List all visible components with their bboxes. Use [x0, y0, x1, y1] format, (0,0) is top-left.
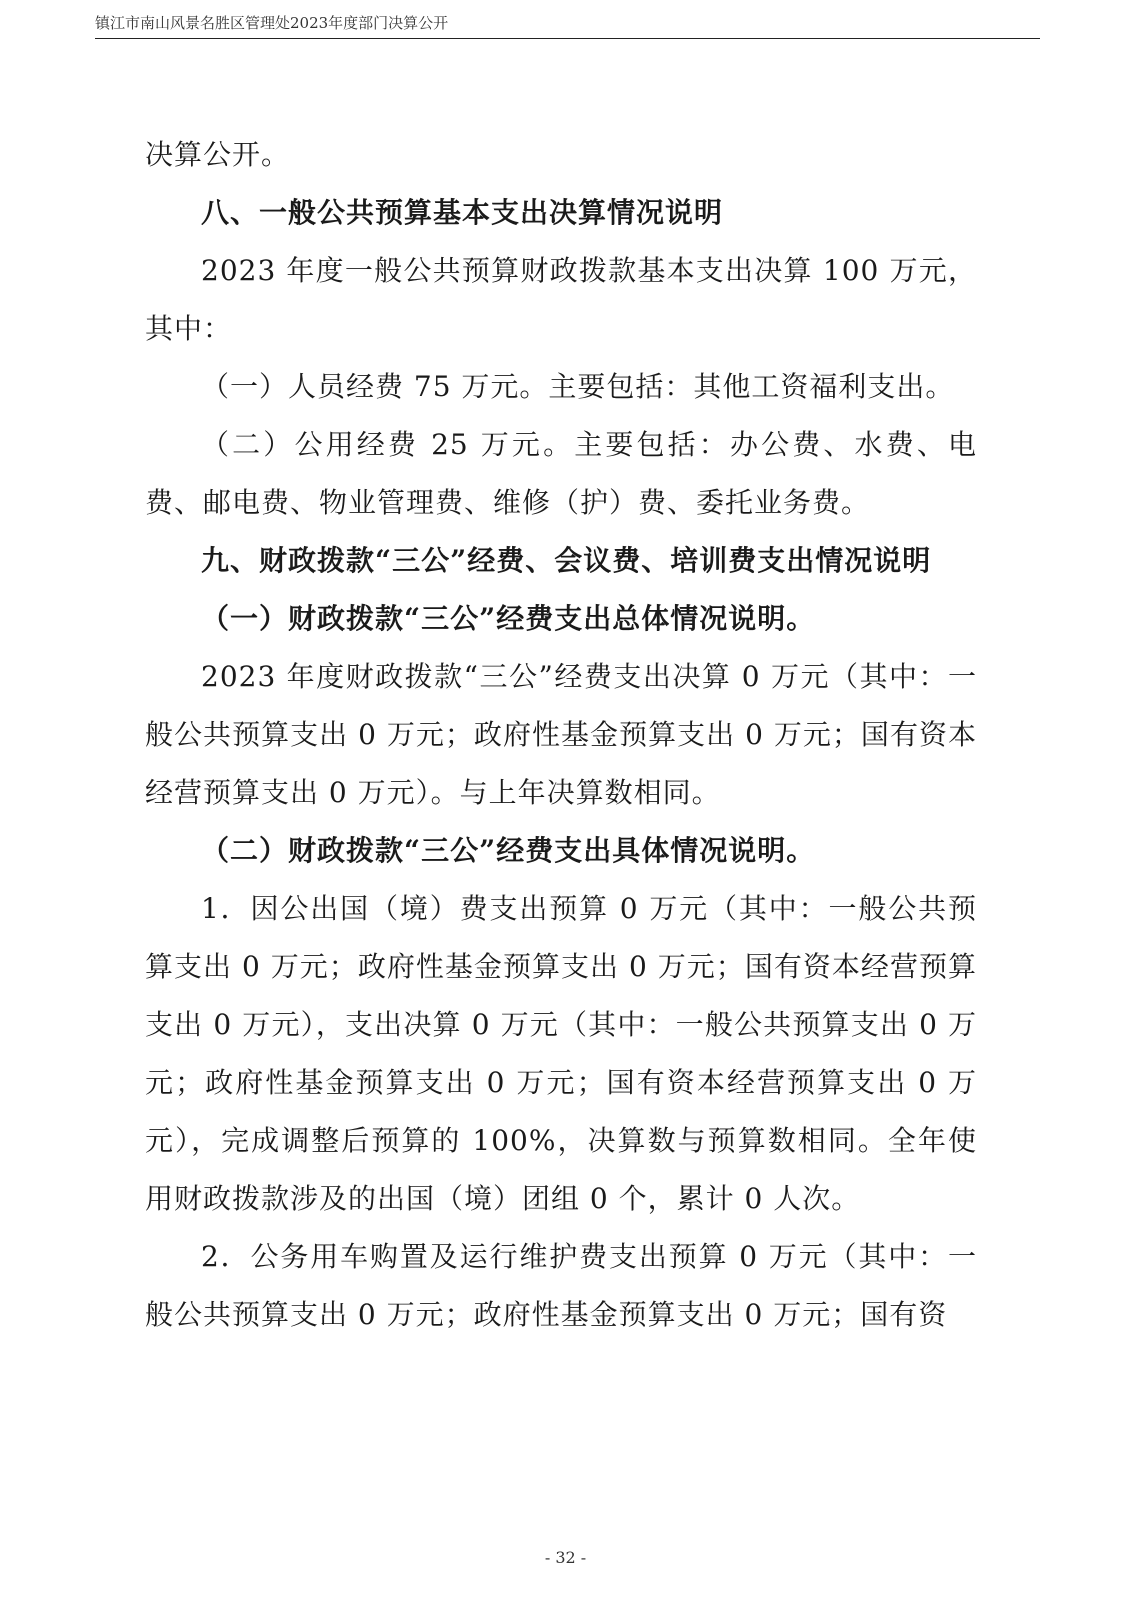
document-body [145, 126, 977, 1344]
section-heading-8: 八、一般公共预算基本支出决算情况说明 [201, 196, 724, 229]
subheading-details: （二）财政拨款“三公”经费支出具体情况说明。 [201, 834, 816, 867]
paragraph-basic-expenditure: 2023 年度一般公共预算财政拨款基本支出决算 100 万元，其中： [145, 254, 977, 345]
page-number: - 32 - [544, 1548, 587, 1567]
paragraph-personnel-expenses: （一）人员经费 75 万元。主要包括：其他工资福利支出。 [201, 370, 955, 403]
paragraph-official-vehicles: 2．公务用车购置及运行维护费支出预算 0 万元（其中：一般公共预算支出 0 万元；政府性基金预算支出 0 万元；国有资 [145, 1240, 977, 1331]
paragraph-overseas-travel: 1．因公出国（境）费支出预算 0 万元（其中：一般公共预算支出 0 万元；政府性基金预算支出 0 万元；国有资本经营预算支出 0 万元），支出决算 0 万元（其中：一般公共预算支出 0 万元；政府性基金预算支出 0 万元；国有资本经营预算支出 0 万元），完成调整后预算的 100%，决算数与预算数相同。全年使用财政拨款涉及的出国（境）团组 0 个，累计 0 人次。 [145, 892, 977, 1215]
paragraph-continuation: 决算公开。 [145, 138, 291, 171]
section-heading-9: 九、财政拨款“三公”经费、会议费、培训费支出情况说明 [201, 544, 932, 577]
subheading-overall: （一）财政拨款“三公”经费支出总体情况说明。 [201, 602, 816, 635]
paragraph-overall: 2023 年度财政拨款“三公”经费支出决算 0 万元（其中：一般公共预算支出 0 万元；政府性基金预算支出 0 万元；国有资本经营预算支出 0 万元）。与上年决算数相同。 [145, 660, 977, 809]
paragraph-public-expenses: （二）公用经费 25 万元。主要包括：办公费、水费、电费、邮电费、物业管理费、维修（护）费、委托业务费。 [145, 428, 977, 519]
header-divider [95, 38, 1040, 39]
running-header: 镇江市南山风景名胜区管理处2023年度部门决算公开 [95, 14, 449, 32]
